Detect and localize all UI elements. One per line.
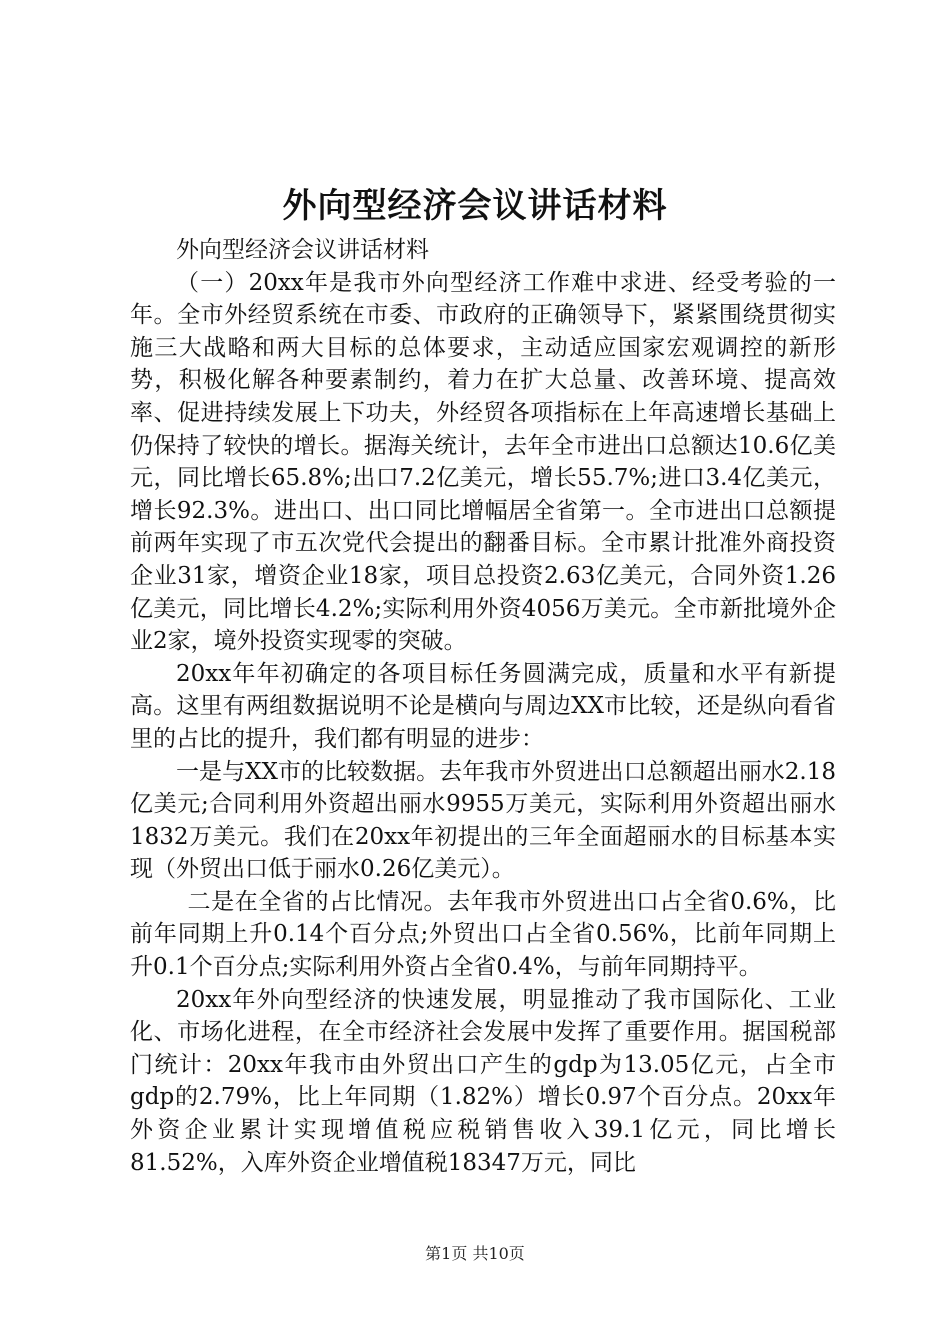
page-footer: 第1页 共10页	[425, 1244, 525, 1263]
paragraph-province-share: 二是在全省的占比情况。去年我市外贸进出口占全省0.6%，比前年同期上升0.14个百分点;外贸出口占全省0.56%，比前年同期上升0.1个百分点;实际利用外资占全省0.4%，与前年同期持平。	[130, 888, 836, 981]
document-title: 外向型经济会议讲话材料	[282, 186, 668, 226]
paragraph-development: 20xx年外向型经济的快速发展，明显推动了我市国际化、工业化、市场化进程，在全市经济社会发展中发挥了重要作用。据国税部门统计：20xx年我市由外贸出口产生的gdp为13.05亿元，占全市gdp的2.79%，比上年同期（1.82%）增长0.97个百分点。20xx年外资企业累计实现增值税应税销售收入39.1亿元，同比增长81.52%，入库外资企业增值税18347万元，同比	[130, 986, 836, 1176]
paragraph-subtitle: 外向型经济会议讲话材料	[176, 237, 429, 263]
paragraph-overview: （一）20xx年是我市外向型经济工作难中求进、经受考验的一年。全市外经贸系统在市委、市政府的正确领导下，紧紧围绕贯彻实施三大战略和两大目标的总体要求，主动适应国家宏观调控的新形势，积极化解各种要素制约，着力在扩大总量、改善环境、提高效率、促进持续发展上下功夫，外经贸各项指标在上年高速增长基础上仍保持了较快的增长。据海关统计，去年全市进出口总额达10.6亿美元，同比增长65.8%;出口7.2亿美元，增长55.7%;进口3.4亿美元，增长92.3%。进出口、出口同比增幅居全省第一。全市进出口总额提前两年实现了市五次党代会提出的翻番目标。全市累计批准外商投资企业31家，增资企业18家，项目总投资2.63亿美元，合同外资1.26亿美元，同比增长4.2%;实际利用外资4056万美元。全市新批境外企业2家，境外投资实现零的突破。	[130, 269, 836, 655]
paragraph-comparison: 一是与XX市的比较数据。去年我市外贸进出口总额超出丽水2.18亿美元;合同利用外资超出丽水9955万美元，实际利用外资超出丽水1832万美元。我们在20xx年初提出的三年全面超丽水的目标基本实现（外贸出口低于丽水0.26亿美元）。	[130, 758, 836, 883]
paragraph-targets: 20xx年年初确定的各项目标任务圆满完成，质量和水平有新提高。这里有两组数据说明不论是横向与周边XX市比较，还是纵向看省里的占比的提升，我们都有明显的进步：	[130, 660, 836, 752]
document-body	[130, 234, 836, 1179]
